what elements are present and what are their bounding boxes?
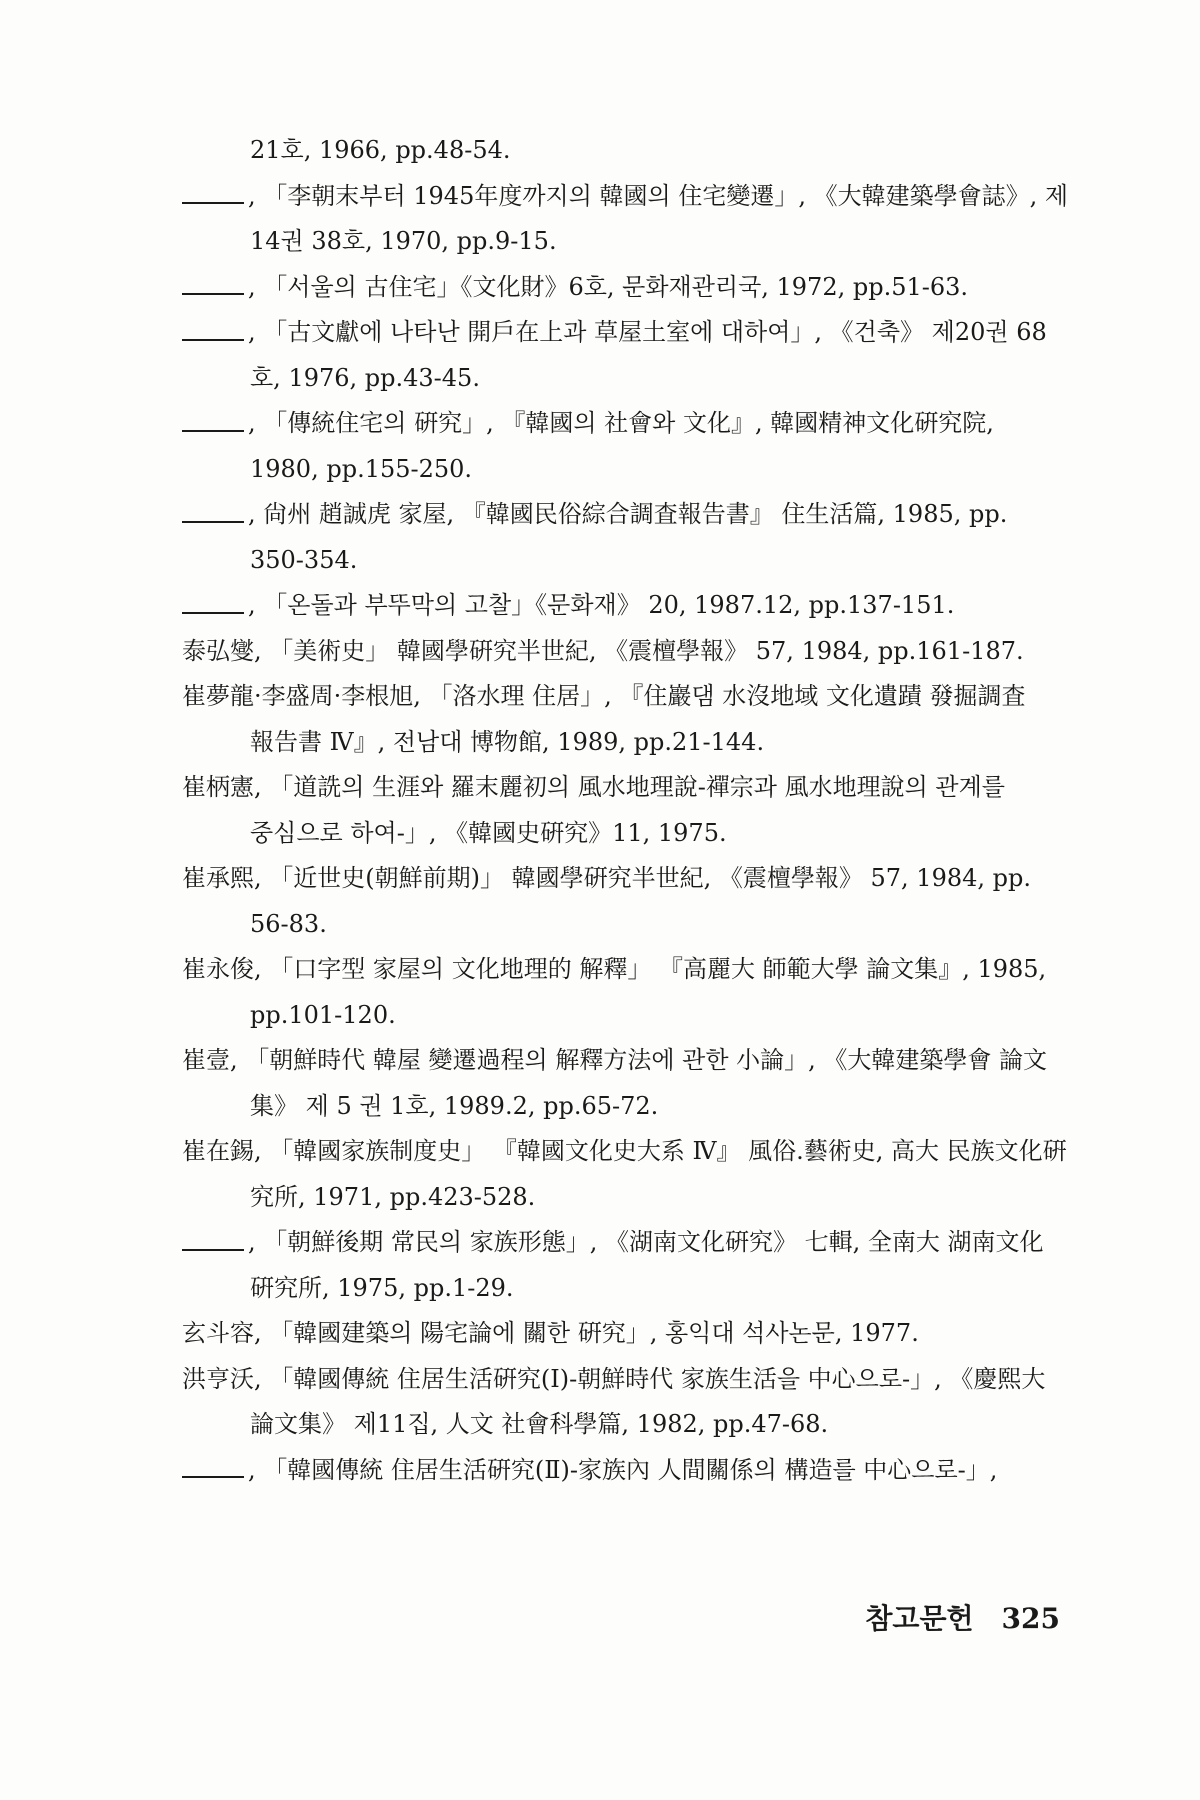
reference-continuation-line: [182, 811, 1082, 857]
reference-continuation-line: [182, 447, 1082, 493]
reference-text: 崔壹, 「朝鮮時代 韓屋 變遷過程의 解釋方法에 관한 小論」, 《大韓建築學會 論文: [182, 1046, 1048, 1074]
reference-text: , 「李朝末부터 1945年度까지의 韓國의 住宅變遷」, 《大韓建築學會誌》, 제: [248, 181, 1069, 210]
reference-text: 崔在錫, 「韓國家族制度史」 『韓國文化史大系 Ⅳ』 風俗.藝術史, 高大 民族文化硏: [182, 1137, 1067, 1165]
repeat-author-dash: [182, 293, 244, 295]
repeat-author-dash: [182, 1476, 244, 1478]
reference-text: 論文集》 제11집, 人文 社會科學篇, 1982, pp.47-68.: [250, 1410, 829, 1438]
reference-text: 호, 1976, pp.43-45.: [250, 363, 480, 392]
reference-text: 21호, 1966, pp.48-54.: [250, 136, 511, 164]
reference-entry-line: [182, 174, 1082, 220]
reference-entry-line: [182, 1129, 1082, 1175]
reference-text: 崔夢龍·李盛周·李根旭, 「洛水理 住居」, 『住巖댐 水沒地域 文化遺蹟 發掘調査: [182, 682, 1026, 710]
page-footer: [865, 1597, 1060, 1637]
reference-entry-line: [182, 1311, 1082, 1357]
reference-continuation-line: [182, 720, 1082, 766]
reference-entry-line: [182, 765, 1082, 811]
reference-continuation-line: [182, 993, 1082, 1039]
reference-text: 硏究所, 1975, pp.1-29.: [250, 1273, 514, 1302]
reference-entry-line: [182, 310, 1082, 356]
reference-text: , 尙州 趙誠虎 家屋, 『韓國民俗綜合調査報告書』 住生活篇, 1985, pp.: [248, 500, 1008, 528]
reference-entry-line: [182, 947, 1082, 993]
reference-text: 報告書 Ⅳ』, 전남대 博物館, 1989, pp.21-144.: [250, 727, 765, 756]
reference-continuation-line: [182, 538, 1082, 584]
reference-text: 350-354.: [250, 545, 358, 574]
reference-text: 究所, 1971, pp.423-528.: [250, 1182, 536, 1211]
repeat-author-dash: [182, 339, 244, 341]
reference-text: , 「韓國傳統 住居生活硏究(Ⅱ)-家族內 人間關係의 構造를 中心으로-」,: [248, 1455, 998, 1484]
reference-text: 崔柄憲, 「道詵의 生涯와 羅末麗初의 風水地理說-禪宗과 風水地理說의 관계를: [182, 773, 1005, 801]
reference-continuation-line: [182, 1402, 1082, 1448]
reference-entry-line: [182, 265, 1082, 311]
reference-text: 泰弘燮, 「美術史」 韓國學硏究半世紀, 《震檀學報》 57, 1984, pp.161-187.: [182, 636, 1024, 665]
footer-section-title: 참고문헌: [865, 1602, 974, 1635]
reference-entry-line: [182, 629, 1082, 675]
reference-text: , 「서울의 古住宅」《文化財》6호, 문화재관리국, 1972, pp.51-63.: [248, 272, 969, 301]
reference-text: , 「온돌과 부뚜막의 고찰」《문화재》 20, 1987.12, pp.137-151.: [248, 591, 955, 619]
reference-continuation-line: [182, 902, 1082, 948]
reference-list: [182, 128, 1082, 1493]
reference-text: 集》 제 5 권 1호, 1989.2, pp.65-72.: [250, 1091, 659, 1120]
reference-entry-line: [182, 856, 1082, 902]
reference-entry-line: [182, 1357, 1082, 1403]
repeat-author-dash: [182, 612, 244, 614]
reference-continuation-line: [182, 1084, 1082, 1130]
reference-text: , 「傳統住宅의 硏究」, 『韓國의 社會와 文化』, 韓國精神文化硏究院,: [248, 409, 994, 437]
reference-text: 1980, pp.155-250.: [250, 454, 473, 483]
reference-text: , 「朝鮮後期 常民의 家族形態」, 《湖南文化硏究》 七輯, 全南大 湖南文化: [248, 1228, 1044, 1256]
reference-entry-line: [182, 1220, 1082, 1266]
reference-continuation-line: [182, 1175, 1082, 1221]
reference-entry-line: [182, 583, 1082, 629]
repeat-author-dash: [182, 521, 244, 523]
repeat-author-dash: [182, 1249, 244, 1251]
reference-entry-line: [182, 1448, 1082, 1494]
reference-entry-line: [182, 492, 1082, 538]
reference-text: 중심으로 하여-」, 《韓國史硏究》11, 1975.: [250, 818, 727, 847]
reference-text: 56-83.: [250, 909, 327, 938]
reference-text: 洪亨沃, 「韓國傳統 住居生活硏究(Ⅰ)-朝鮮時代 家族生活을 中心으로-」, 《慶熙大: [182, 1364, 1046, 1393]
reference-continuation-line: [182, 128, 1082, 174]
reference-text: 崔承熙, 「近世史(朝鮮前期)」 韓國學硏究半世紀, 《震檀學報》 57, 1984, pp.: [182, 864, 1031, 892]
reference-entry-line: [182, 674, 1082, 720]
reference-entry-line: [182, 401, 1082, 447]
repeat-author-dash: [182, 430, 244, 432]
reference-continuation-line: [182, 356, 1082, 402]
repeat-author-dash: [182, 202, 244, 204]
reference-continuation-line: [182, 219, 1082, 265]
reference-text: , 「古文獻에 나타난 開戶在上과 草屋土室에 대하여」, 《건축》 제20권 68: [248, 318, 1047, 346]
reference-entry-line: [182, 1038, 1082, 1084]
reference-text: 崔永俊, 「口字型 家屋의 文化地理的 解釋」 『高麗大 師範大學 論文集』, 1985,: [182, 955, 1047, 983]
reference-text: pp.101-120.: [250, 1000, 396, 1029]
reference-continuation-line: [182, 1266, 1082, 1312]
page-number: 325: [1001, 1602, 1060, 1635]
reference-text: 14권 38호, 1970, pp.9-15.: [250, 227, 557, 255]
reference-text: 玄斗容, 「韓國建築의 陽宅論에 關한 硏究」, 홍익대 석사논문, 1977.: [182, 1319, 919, 1347]
